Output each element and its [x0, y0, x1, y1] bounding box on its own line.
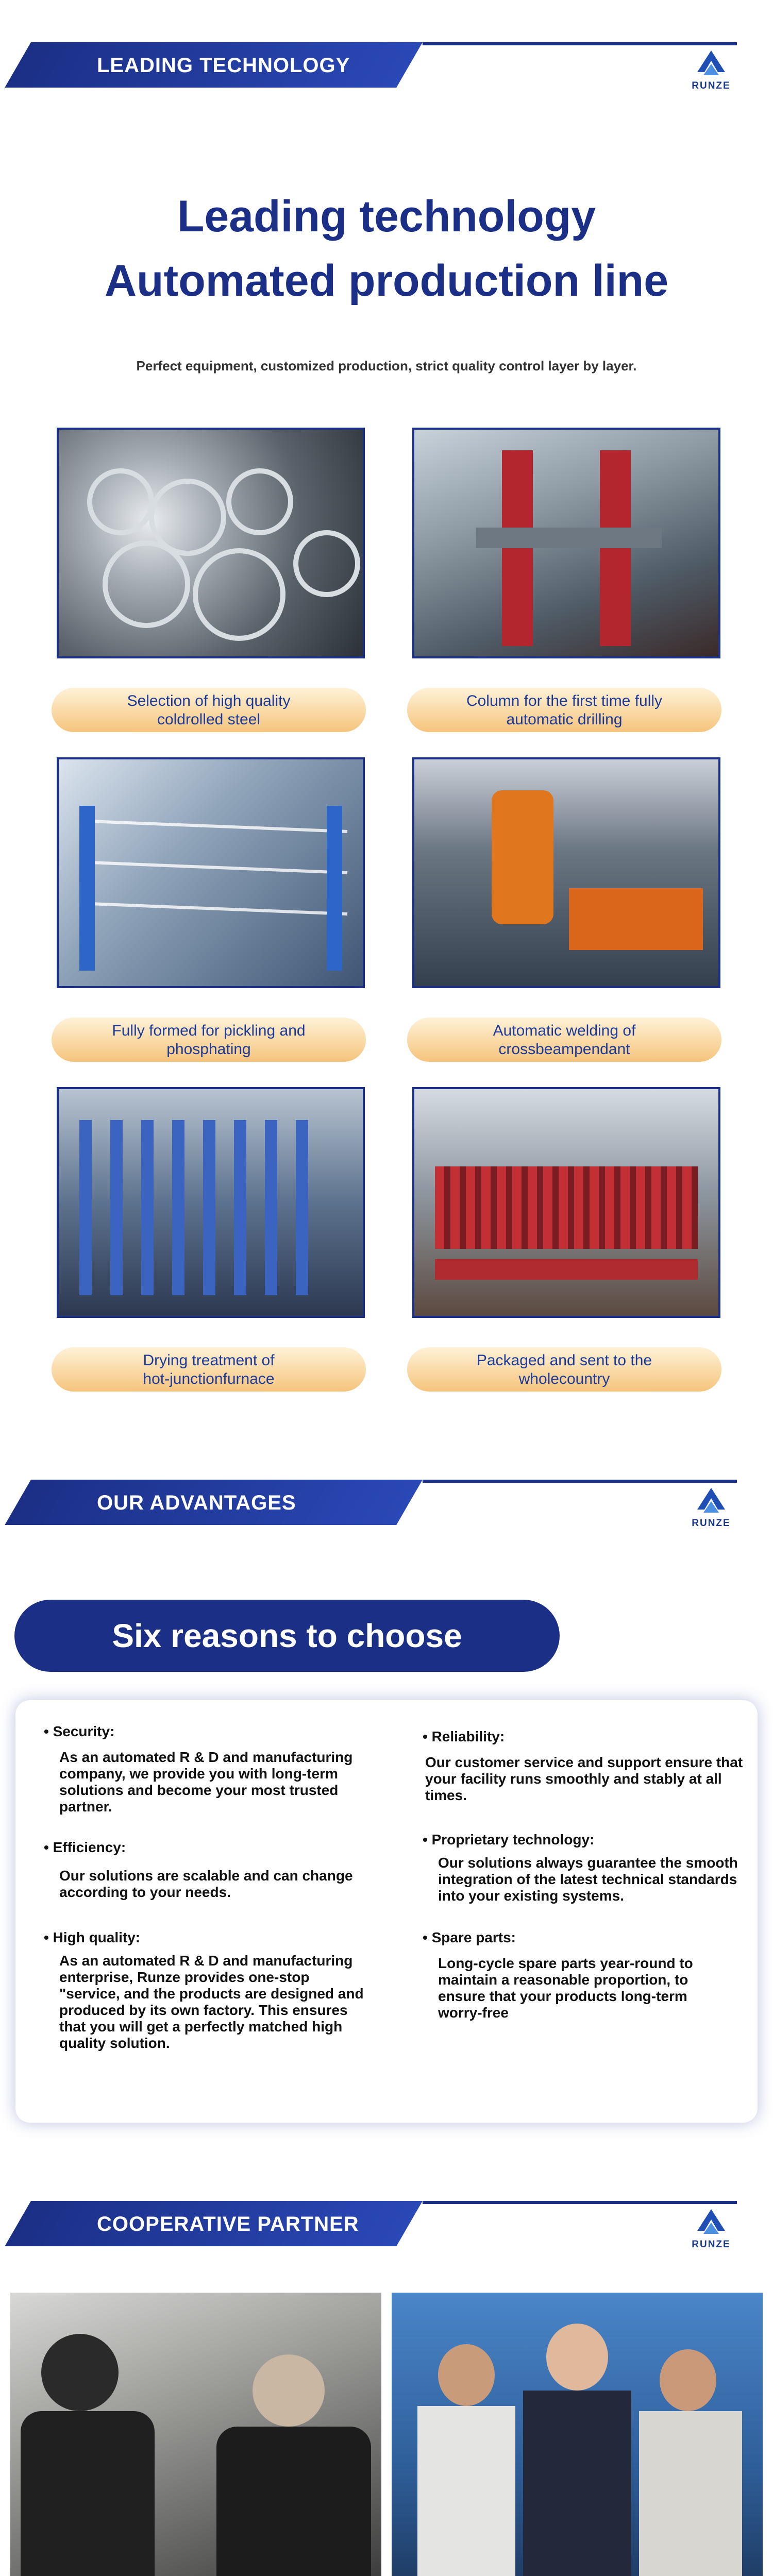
adv-text-spare-parts: Long-cycle spare parts year-round to maintain a reasonable proportion, to ensure that your products long-term worry-free [438, 1955, 693, 2021]
section-title: LEADING TECHNOLOGY [97, 54, 350, 77]
adv-text-efficiency: Our solutions are scalable and can change according to your needs. [59, 1868, 353, 1900]
section-title: COOPERATIVE PARTNER [97, 2213, 359, 2235]
advantages-card [15, 1700, 758, 2123]
photo-pickling-line [57, 757, 365, 988]
caption-3: Fully formed for pickling and phosphating [52, 1018, 366, 1062]
adv-title-security: • Security: [44, 1723, 115, 1739]
runze-logo: RUNZE [683, 2205, 740, 2257]
adv-text-proprietary: Our solutions always guarantee the smooth integration of the latest technical standards into your existing systems. [438, 1855, 738, 1904]
adv-title-quality: • High quality: [44, 1929, 141, 1945]
photo-steel-coils [57, 428, 365, 658]
caption-5: Drying treatment of hot-junctionfurnace [52, 1347, 366, 1392]
hero-title-line2: Automated production line [104, 256, 669, 306]
section-title: OUR ADVANTAGES [97, 1492, 296, 1514]
section-banner-partner [0, 2190, 773, 2246]
adv-title-efficiency: • Efficiency: [44, 1839, 126, 1855]
photo-partner-meeting-2 [392, 2293, 763, 2576]
caption-1: Selection of high quality coldrolled steel [52, 688, 366, 732]
adv-text-quality: As an automated R & D and manufacturing enterprise, Runze provides one-stop "service, and the products are designed and produced by its own factory. This ensures that you will get a perfectly matched high quality solution. [59, 1953, 364, 2051]
adv-text-reliability: Our customer service and support ensure that your facility runs smoothly and stably at all times. [425, 1754, 743, 1803]
photo-welding-robot [412, 757, 720, 988]
adv-title-spare-parts: • Spare parts: [423, 1929, 516, 1945]
runze-logo: RUNZE [683, 46, 740, 98]
section-banner-tech [0, 31, 773, 88]
photo-drying-furnace [57, 1087, 365, 1318]
caption-4: Automatic welding of crossbeampendant [407, 1018, 721, 1062]
hero-subtitle: Perfect equipment, customized production, strict quality control layer by layer. [136, 358, 637, 374]
adv-title-reliability: • Reliability: [423, 1728, 505, 1744]
caption-6: Packaged and sent to the wholecountry [407, 1347, 721, 1392]
photo-drilling-machine [412, 428, 720, 658]
six-reasons-heading: Six reasons to choose [14, 1600, 560, 1672]
photo-packaged-truck [412, 1087, 720, 1318]
adv-text-security: As an automated R & D and manufacturing company, we provide you with long-term solutions and become your most trusted partner. [59, 1749, 353, 1815]
section-banner-advantages [0, 1468, 773, 1525]
hero-title-line1: Leading technology [177, 192, 596, 241]
caption-2: Column for the first time fully automatic drilling [407, 688, 721, 732]
photo-partner-meeting-1 [10, 2293, 381, 2576]
runze-logo: RUNZE [683, 1484, 740, 1535]
adv-title-proprietary: • Proprietary technology: [423, 1832, 595, 1848]
